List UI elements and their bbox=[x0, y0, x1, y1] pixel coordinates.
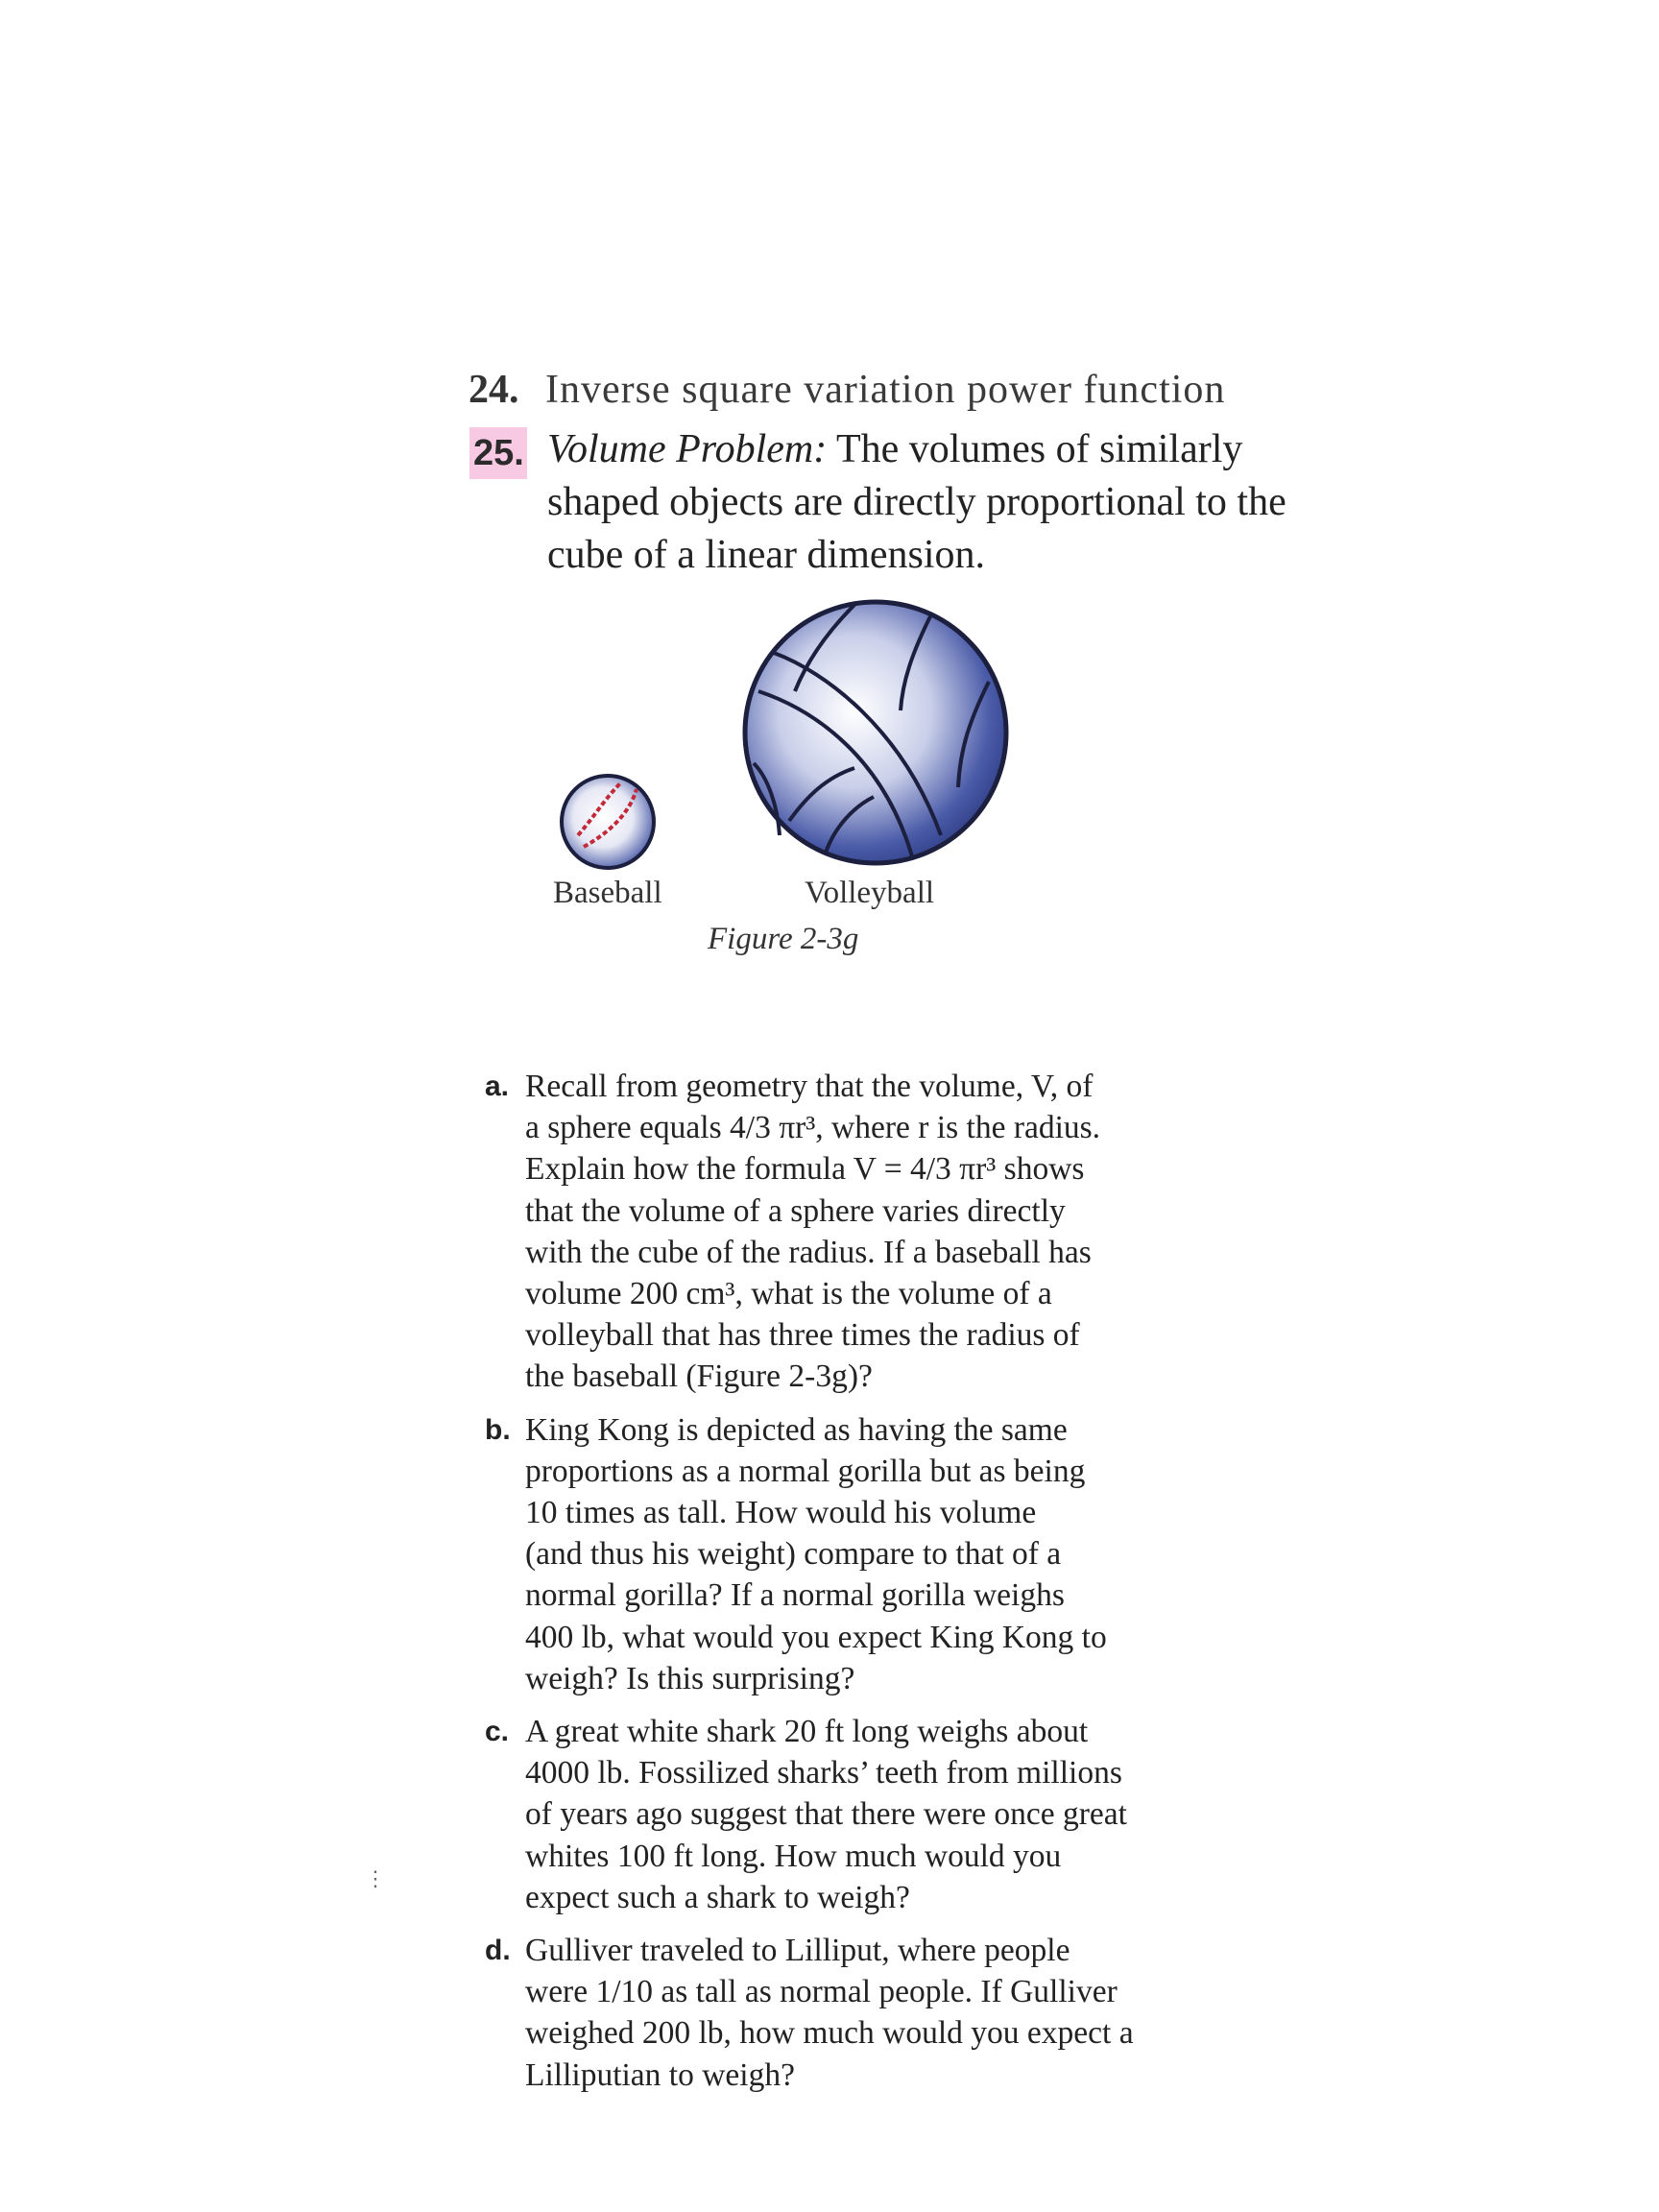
part-a-line-7: volleyball that has three times the radius of bbox=[525, 1317, 1080, 1354]
part-c-line-1: A great white shark 20 ft long weighs about bbox=[525, 1714, 1089, 1750]
part-c bbox=[485, 1711, 1214, 1918]
previous-problem-text: Inverse square variation power function bbox=[545, 368, 1226, 412]
problem-number: 25. bbox=[473, 433, 524, 473]
part-b-line-6: 400 lb, what would you expect King Kong to bbox=[525, 1619, 1107, 1655]
volleyball-graphic bbox=[745, 602, 1006, 863]
part-c-line-5: expect such a shark to weigh? bbox=[525, 1879, 910, 1915]
part-a-line-3: Explain how the formula V = 4/3 πr³ shows bbox=[525, 1151, 1085, 1188]
part-b-line-7: weigh? Is this surprising? bbox=[525, 1660, 855, 1696]
volleyball-label: Volleyball bbox=[805, 876, 935, 910]
baseball-graphic bbox=[562, 776, 654, 868]
figure-2-3g bbox=[538, 595, 1037, 1018]
part-d-label: d. bbox=[485, 1935, 511, 1967]
problem-number-highlight bbox=[469, 427, 527, 479]
part-b-label: b. bbox=[485, 1413, 511, 1446]
part-b-line-1: King Kong is depicted as having the same bbox=[525, 1411, 1068, 1448]
part-a-label: a. bbox=[485, 1070, 510, 1102]
part-d-line-4: Lilliputian to weigh? bbox=[525, 2056, 795, 2093]
part-c-label: c. bbox=[485, 1716, 510, 1748]
part-a bbox=[485, 1066, 1214, 1398]
part-d-line-3: weighed 200 lb, how much would you expect a bbox=[525, 2015, 1134, 2052]
part-b bbox=[485, 1409, 1214, 1699]
stray-mark: ⋮ bbox=[365, 1866, 386, 1890]
part-b-line-5: normal gorilla? If a normal gorilla weighs bbox=[525, 1577, 1065, 1614]
problem-title: Volume Problem: bbox=[547, 427, 828, 471]
problem-intro-line-3: cube of a linear dimension. bbox=[547, 533, 986, 577]
part-c-line-2: 4000 lb. Fossilized sharks’ teeth from millions bbox=[525, 1755, 1122, 1791]
problem-intro-line-2: shaped objects are directly proportional to the bbox=[547, 480, 1286, 524]
part-c-line-3: of years ago suggest that there were once great bbox=[525, 1796, 1127, 1833]
baseball-label: Baseball bbox=[553, 876, 662, 910]
problem-statement bbox=[547, 423, 1373, 582]
part-d bbox=[485, 1930, 1214, 2096]
part-b-line-4: (and thus his weight) compare to that of a bbox=[525, 1536, 1062, 1573]
part-a-line-2: a sphere equals 4/3 πr³, where r is the radius. bbox=[525, 1110, 1101, 1146]
part-d-line-2: were 1/10 as tall as normal people. If Gulliver bbox=[525, 1974, 1118, 2010]
problem-parts bbox=[485, 1066, 1214, 2107]
part-a-line-4: that the volume of a sphere varies directly bbox=[525, 1192, 1066, 1229]
part-c-line-4: whites 100 ft long. How much would you bbox=[525, 1838, 1062, 1874]
part-a-line-8: the baseball (Figure 2-3g)? bbox=[525, 1358, 873, 1395]
part-b-line-2: proportions as a normal gorilla but as being bbox=[525, 1453, 1086, 1489]
part-a-line-1: Recall from geometry that the volume, V, of bbox=[525, 1069, 1094, 1104]
part-a-line-6: volume 200 cm³, what is the volume of a bbox=[525, 1276, 1052, 1312]
problem-intro-line-1: Volume Problem: The volumes of similarly bbox=[547, 427, 1243, 471]
figure-caption: Figure 2-3g bbox=[708, 922, 859, 956]
previous-problem-number: 24. bbox=[469, 368, 519, 412]
part-d-line-1: Gulliver traveled to Lilliput, where people bbox=[525, 1933, 1070, 1969]
part-a-line-5: with the cube of the radius. If a baseball has bbox=[525, 1234, 1092, 1270]
part-b-line-3: 10 times as tall. How would his volume bbox=[525, 1495, 1037, 1531]
